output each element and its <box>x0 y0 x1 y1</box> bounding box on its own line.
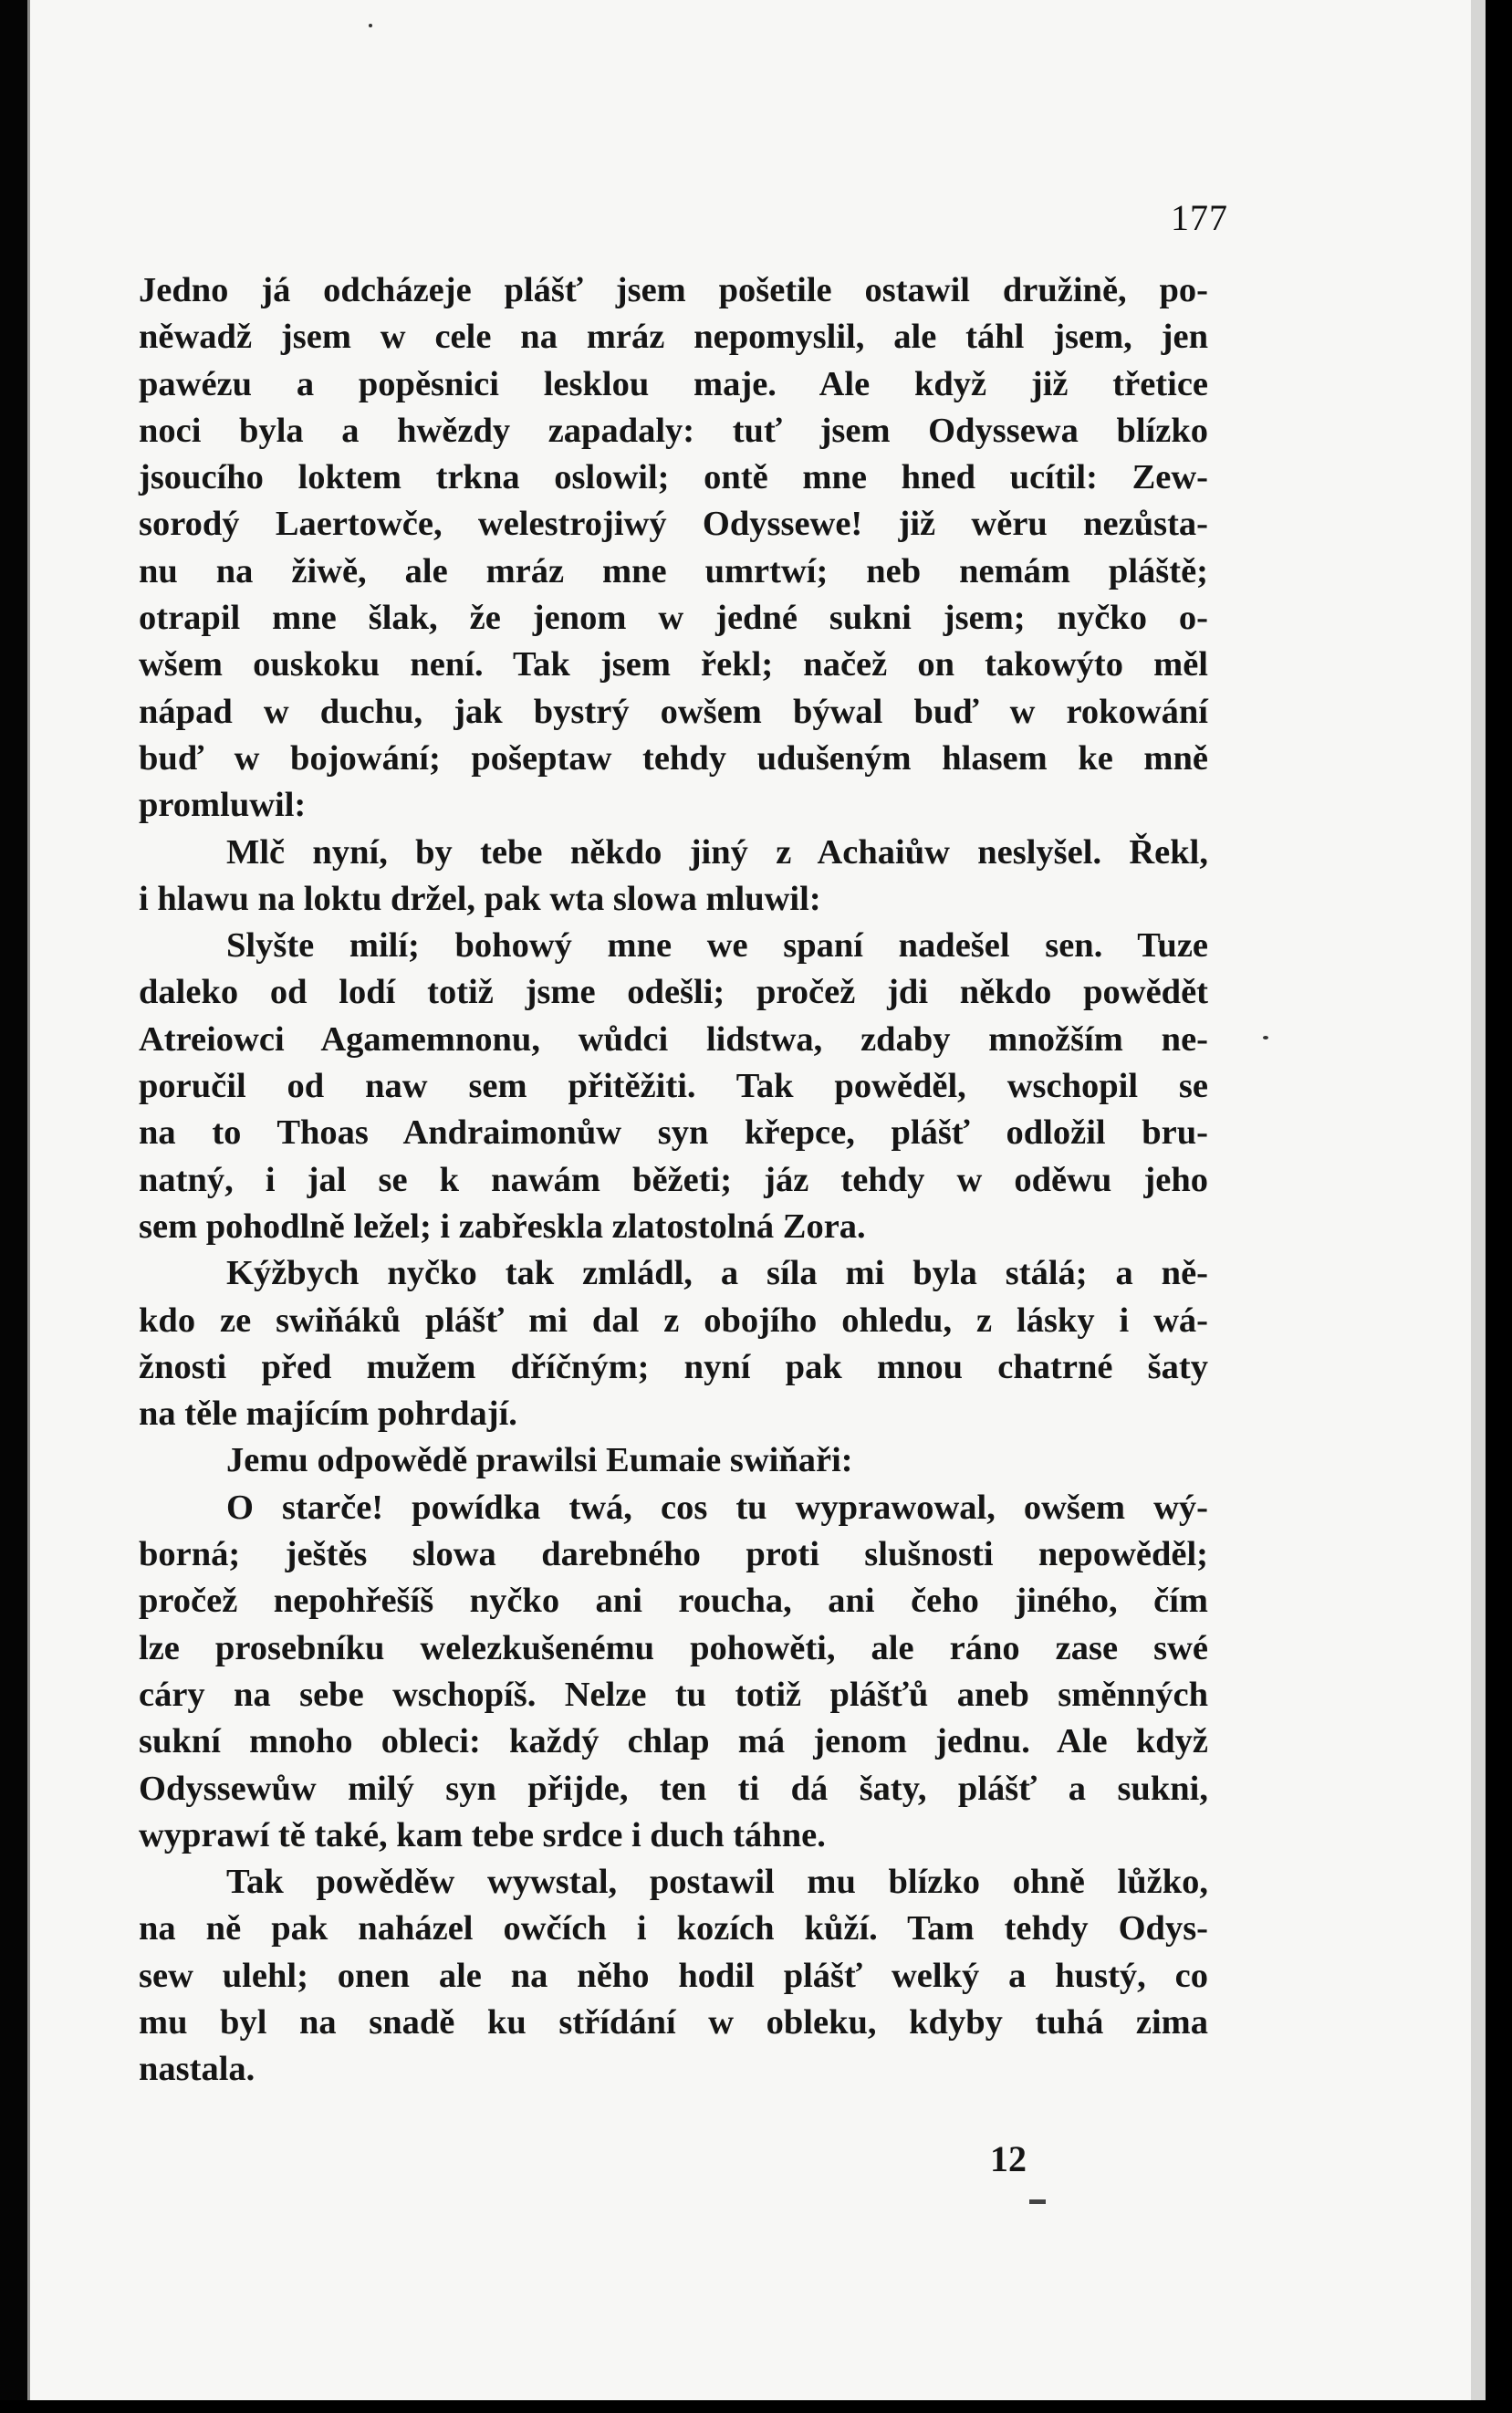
text-line: promluwil: <box>139 786 307 825</box>
body-text <box>139 267 1208 2094</box>
text-line: nastala. <box>139 2050 255 2089</box>
margin-speck <box>1263 1036 1268 1039</box>
text-line: daleko od lodí totiž jsme odešli; pročež jdi někdo powědět <box>139 973 1208 1012</box>
text-line: na to Thoas Andraimonůw syn křepce, plášť odložil bru- <box>139 1113 1208 1153</box>
text-line: Mlč nyní, by tebe někdo jiný z Achaiůw neslyšel. Řekl, <box>226 832 1208 872</box>
text-line: otrapil mne šlak, že jenom w jedné sukni jsem; nyčko o- <box>139 599 1208 638</box>
text-line: Kýžbych nyčko tak zmládl, a síla mi byla stálá; a ně- <box>226 1254 1208 1293</box>
page-right-shadow <box>1471 0 1486 2400</box>
text-line: buď w bojowání; pošeptaw tehdy udušeným hlasem ke mně <box>139 738 1208 778</box>
scan-right-edge <box>1486 0 1512 2413</box>
margin-speck <box>369 24 372 27</box>
text-line: žnosti před mužem dříčným; nyní pak mnou chatrné šaty <box>139 1347 1208 1386</box>
text-line: na ně pak naházel owčích i kozích kůží. Tam tehdy Odys- <box>139 1909 1208 1948</box>
text-line: nápad w duchu, jak bystrý owšem býwal buď w rokowání <box>139 692 1208 731</box>
text-line: Atreiowci Agamemnonu, wůdci lidstwa, zdaby množším ne- <box>139 1019 1208 1059</box>
page-number: 177 <box>1171 197 1228 238</box>
text-line: sem pohodlně ležel; i zabřeskla zlatostolná Zora. <box>139 1206 866 1246</box>
text-line: nu na žiwě, ale mráz mne umrtwí; neb nemám pláště; <box>139 551 1208 590</box>
text-line: natný, i jal se k nawám běžeti; jáz tehdy w oděwu jeho <box>139 1160 1208 1199</box>
text-line: wyprawí tě také, kam tebe srdce i duch táhne. <box>139 1815 826 1854</box>
text-line: sew ulehl; onen ale na něho hodil plášť welký a hustý, co <box>139 1956 1208 1995</box>
text-line: wšem ouskoku není. Tak jsem řekl; načež on takowýto měl <box>139 645 1208 684</box>
text-line: Tak powěděw wywstal, postawil mu blízko ohně lůžko, <box>226 1863 1208 1902</box>
text-line: Jemu odpowědě prawilsi Eumaie swiňaři: <box>226 1441 853 1480</box>
text-line: noci byla a hwězdy zapadaly: tuť jsem Odyssewa blízko <box>139 411 1208 450</box>
text-line: na těle majícím pohrdají. <box>139 1395 517 1434</box>
text-line: O starče! powídka twá, cos tu wyprawowal, owšem wý- <box>226 1488 1208 1527</box>
text-line: pawézu a popěsnici lesklou maje. Ale když již třetice <box>139 364 1208 403</box>
scan-bottom-edge <box>0 2400 1512 2413</box>
text-line: kdo ze swiňáků plášť mi dal z obojího ohledu, z lásky i wá- <box>139 1301 1208 1340</box>
page-gutter-line <box>27 0 30 2400</box>
text-line: Odyssewůw milý syn přijde, ten ti dá šaty, plášť a sukni, <box>139 1769 1208 1808</box>
text-line: i hlawu na loktu držel, pak wta slowa mluwil: <box>139 879 821 918</box>
text-line: sukní mnoho obleci: každý chlap má jenom jednu. Ale když <box>139 1722 1208 1761</box>
text-line: pročež nepohřešíš nyčko ani roucha, ani čeho jiného, čím <box>139 1582 1208 1621</box>
text-line: sorodý Laertowče, welestrojiwý Odyssewe! již wěru nezůsta- <box>139 505 1208 544</box>
text-line: poručil od naw sem přitěžiti. Tak powěděl, wschopil se <box>139 1067 1208 1106</box>
text-line: cáry na sebe wschopíš. Nelze tu totiž plášťů aneb směnných <box>139 1675 1208 1714</box>
text-line: Jedno já odcházeje plášť jsem pošetile ostawil družině, po- <box>139 271 1208 309</box>
text-line: něwadž jsem w cele na mráz nepomyslil, ale táhl jsem, jen <box>139 318 1208 357</box>
text-line: borná; ještěs slowa darebného proti slušnosti nepowěděl; <box>139 1535 1208 1574</box>
text-line: Slyšte milí; bohowý mne we spaní nadešel sen. Tuze <box>226 926 1208 966</box>
scan-left-edge <box>0 0 27 2413</box>
text-line: lze prosebníku welezkušenému pohowěti, ale ráno zase swé <box>139 1628 1208 1667</box>
printer-signature-mark: 12 <box>990 2138 1027 2179</box>
text-line: jsoucího loktem trkna oslowil; ontě mne hned ucítil: Zew- <box>139 458 1208 497</box>
text-line: mu byl na snadě ku střídání w obleku, kdyby tuhá zima <box>139 2002 1208 2042</box>
signature-dash-mark <box>1029 2199 1046 2204</box>
